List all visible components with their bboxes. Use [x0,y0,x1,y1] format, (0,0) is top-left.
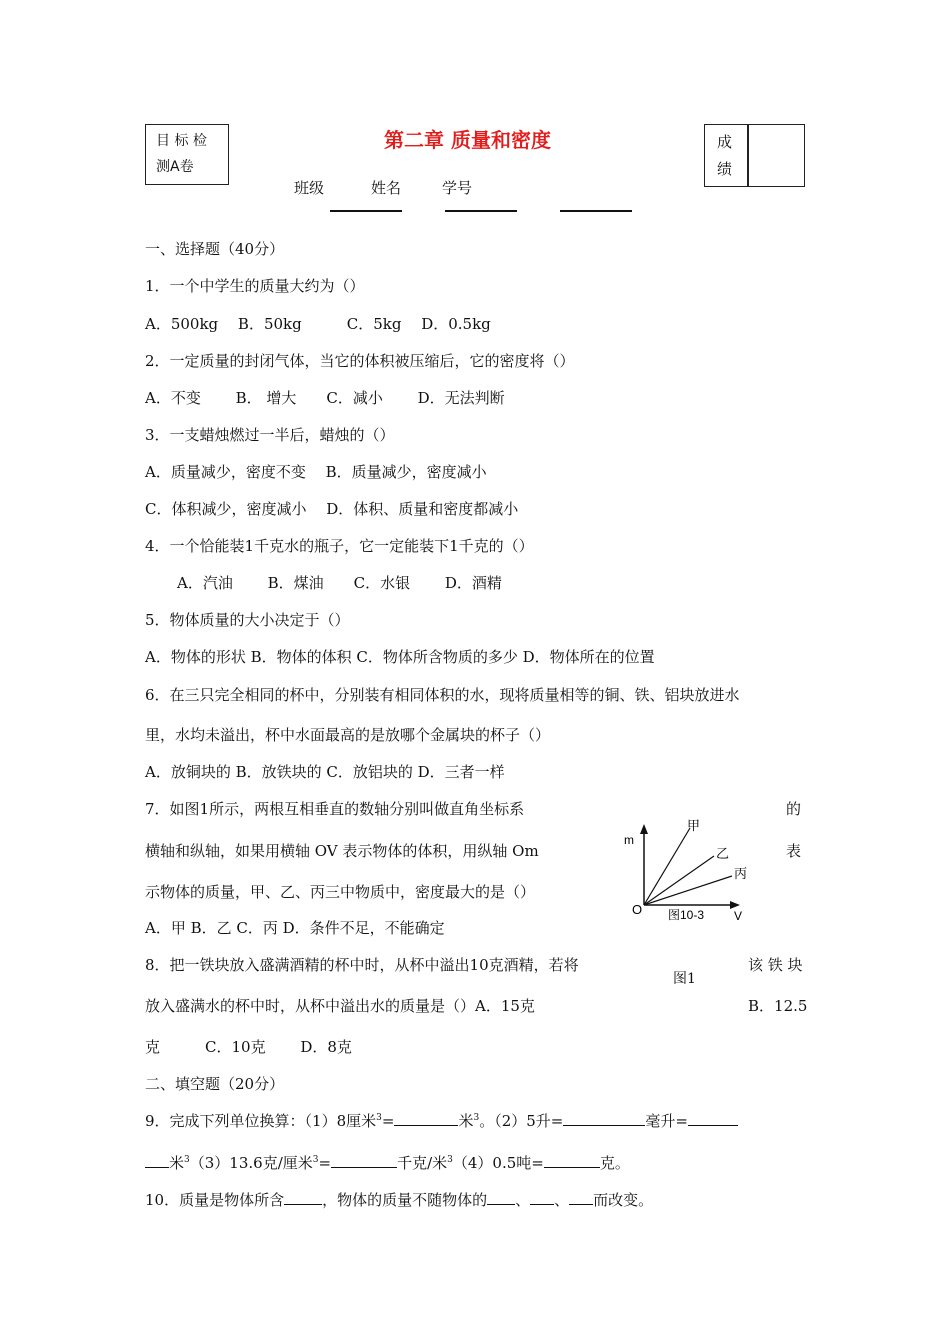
student-id-label: 学号 [442,179,473,197]
q9-text-h: = [318,1154,332,1172]
question-3-options-cd: C．体积减少，密度减小 D．体积、质量和密度都减小 [145,500,519,518]
q9-text-c: 米 [458,1112,474,1130]
q10-text-d: 、 [554,1191,570,1209]
line-label-yi: 乙 [716,847,730,862]
q9-sup-5: 3 [447,1155,453,1165]
class-label: 班级 [294,179,325,197]
q10-blank-2[interactable] [487,1190,515,1205]
question-8-line-2: 放入盛满水的杯中时，从杯中溢出水的质量是（）A．15克 [145,997,535,1015]
q9-text-d: 。（2）5升= [479,1112,564,1130]
question-8-line-3: 克 C．10克 D．8克 [145,1038,352,1056]
line-label-bing: 丙 [734,867,748,882]
q9-sup-3: 3 [184,1155,190,1165]
page-title: 第二章 质量和密度 [384,128,551,152]
question-7-options: A．甲 B．乙 C．丙 D．条件不足，不能确定 [145,919,445,937]
class-blank [330,210,402,212]
question-8-right-2: B．12.5 [748,997,808,1015]
q9-blank-4[interactable] [331,1153,397,1168]
figure-caption: 图1 [673,971,696,987]
q9-blank-1[interactable] [394,1111,458,1126]
density-graph [614,810,764,930]
q9-sup-1: 3 [376,1113,382,1123]
question-6-options: A．放铜块的 B．放铁块的 C．放铝块的 D．三者一样 [145,763,505,781]
q10-text-c: 、 [515,1191,531,1209]
q9-text-a: 9．完成下列单位换算：（1）8厘米 [145,1112,377,1130]
q9-sup-2: 3 [473,1113,480,1123]
origin-label: O [632,902,643,917]
q9-text-j: （4）0.5吨= [452,1154,544,1172]
question-8-line-1: 8．把一铁块放入盛满酒精的杯中时，从杯中溢出10克酒精，若将 [145,956,579,974]
q9-text-k: 克。 [599,1154,630,1172]
q10-text-a: 10．质量是物体所含 [145,1191,285,1209]
q10-text-e: 而改变。 [593,1191,654,1209]
score-divider [747,125,749,186]
line-label-jia: 甲 [687,819,701,834]
question-2-options: A．不变 B． 增大 C．减小 D．无法判断 [145,389,505,407]
score-label-2: 绩 [717,160,733,178]
score-label-1: 成 [717,133,733,151]
question-6-line-2: 里，水均未溢出，杯中水面最高的是放哪个金属块的杯子（） [145,726,551,744]
line-yi [644,856,714,905]
score-box [704,124,805,187]
question-5: 5．物体质量的大小决定于（） [145,611,350,629]
m-axis-arrow [640,824,648,834]
q10-blank-3[interactable] [530,1190,554,1205]
q9-blank-3a[interactable] [688,1111,738,1126]
q10-blank-4[interactable] [569,1190,593,1205]
question-8-right-1: 该 铁 块 [748,956,803,974]
question-3: 3．一支蜡烛燃过一半后，蜡烛的（） [145,426,395,444]
question-10 [145,1189,653,1210]
q10-text-b: ，物体的质量不随物体的 [322,1191,488,1209]
q9-text-e: 毫升= [645,1112,688,1130]
q9-blank-2[interactable] [563,1111,645,1126]
q9-sup-4: 3 [312,1155,319,1165]
q9-text-b: = [381,1112,395,1130]
question-7-line-2: 横轴和纵轴，如果用横轴 OV 表示物体的体积，用纵轴 Om [145,842,539,860]
question-1: 1．一个中学生的质量大约为（） [145,277,365,295]
question-9-line-1 [145,1110,738,1131]
question-6-line-1: 6．在三只完全相同的杯中，分别装有相同体积的水，现将质量相等的铜、铁、铝块放进水 [145,686,740,704]
q9-blank-3b[interactable] [145,1153,169,1168]
question-5-options: A．物体的形状 B．物体的体积 C．物体所含物质的多少 D．物体所在的位置 [145,648,655,666]
q9-text-f: 米 [169,1154,185,1172]
question-7-line-1: 7．如图1所示，两根互相垂直的数轴分别叫做直角坐标系 [145,800,525,818]
question-9-line-2 [145,1152,630,1173]
target-box-line-1: 目 标 检 [156,133,207,149]
m-axis-label: m [624,833,634,847]
v-axis-label: V [734,909,743,923]
name-label: 姓名 [371,179,402,197]
q9-text-g: （3）13.6克/厘米 [189,1154,313,1172]
q9-text-i: 千克/米 [397,1154,448,1172]
question-4: 4．一个恰能装1千克水的瓶子，它一定能装下1千克的（） [145,537,534,555]
question-2: 2．一定质量的封闭气体，当它的体积被压缩后，它的密度将（） [145,352,575,370]
question-4-options: A．汽油 B．煤油 C．水银 D．酒精 [177,574,502,592]
line-bing [644,876,732,905]
question-3-options-ab: A．质量减少，密度不变 B．质量减少，密度减小 [145,463,487,481]
question-7-line-3: 示物体的质量，甲、乙、丙三中物质中，密度最大的是（） [145,883,536,901]
section-2-heading: 二、填空题（20分） [145,1075,285,1093]
q9-blank-5[interactable] [544,1153,600,1168]
target-test-box [145,124,229,185]
score-label [717,129,737,183]
section-1-heading: 一、选择题（40分） [145,240,285,258]
line-jia [644,828,690,905]
target-box-line-2: 测A卷 [156,159,194,175]
q10-blank-1[interactable] [284,1190,322,1205]
figure-inner-label: 图10-3 [668,908,705,922]
question-1-options: A．500kg B．50kg C．5kg D．0.5kg [145,315,491,333]
name-blank [445,210,517,212]
question-7-right-2: 表 [786,842,802,860]
student-id-blank [560,210,632,212]
v-axis-arrow [730,901,740,909]
question-7-right-1: 的 [786,800,802,818]
